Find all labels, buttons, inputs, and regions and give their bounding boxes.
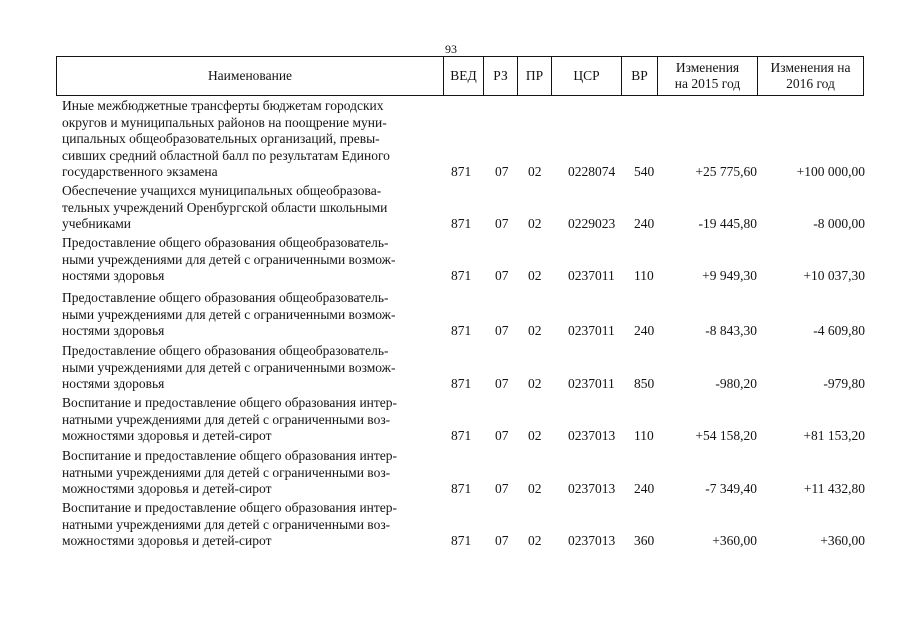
- cell-ved: 871: [451, 481, 472, 496]
- cell-csr: 0229023: [568, 216, 616, 231]
- row-name: Иные межбюджетные трансферты бюджетам городских округов и муниципальных районов на поощрение муни- ципальных общеобразовательных организаций, превы- сивших средний областной балл по результатам Единого государственного экзамена: [62, 98, 390, 179]
- cell-change-2016: -8 000,00: [813, 216, 865, 231]
- cell-csr: 0237011: [568, 376, 615, 391]
- cell-rz: 07: [495, 376, 509, 391]
- cell-ved: 871: [451, 268, 472, 283]
- header-pr: ПР: [517, 57, 551, 95]
- cell-change-2016: +10 037,30: [803, 268, 865, 283]
- cell-pr: 02: [528, 216, 542, 231]
- header-vr: ВР: [621, 57, 657, 95]
- row-name: Предоставление общего образования общеобразователь- ными учреждениями для детей с ограниченными возмож- ностями здоровья: [62, 343, 396, 391]
- cell-change-2015: +54 158,20: [695, 428, 757, 443]
- row-name: Воспитание и предоставление общего образования интер- натными учреждениями для детей с ограниченными воз- можностями здоровья и детей-сирот: [62, 448, 398, 496]
- cell-change-2015: +360,00: [712, 533, 757, 548]
- row-name: Предоставление общего образования общеобразователь- ными учреждениями для детей с ограниченными возмож- ностями здоровья: [62, 235, 396, 283]
- cell-vr: 110: [634, 268, 654, 283]
- cell-ved: 871: [451, 216, 472, 231]
- cell-pr: 02: [528, 268, 542, 283]
- cell-change-2016: +11 432,80: [803, 481, 865, 496]
- cell-vr: 360: [634, 533, 655, 548]
- cell-change-2015: -980,20: [715, 376, 757, 391]
- cell-change-2015: -8 843,30: [705, 323, 757, 338]
- cell-rz: 07: [495, 323, 509, 338]
- cell-ved: 871: [451, 533, 472, 548]
- cell-vr: 240: [634, 323, 655, 338]
- cell-vr: 540: [634, 164, 655, 179]
- cell-rz: 07: [495, 533, 509, 548]
- cell-rz: 07: [495, 164, 509, 179]
- row-name: Воспитание и предоставление общего образования интер- натными учреждениями для детей с ограниченными воз- можностями здоровья и детей-сирот: [62, 500, 398, 548]
- row-name: Воспитание и предоставление общего образования интер- натными учреждениями для детей с ограниченными воз- можностями здоровья и детей-сирот: [62, 395, 398, 443]
- row-name: Предоставление общего образования общеобразователь- ными учреждениями для детей с ограниченными возмож- ностями здоровья: [62, 290, 396, 338]
- cell-pr: 02: [528, 376, 542, 391]
- cell-change-2015: +25 775,60: [695, 164, 757, 179]
- cell-change-2015: -19 445,80: [698, 216, 757, 231]
- cell-rz: 07: [495, 428, 509, 443]
- header-rz: РЗ: [483, 57, 517, 95]
- cell-vr: 240: [634, 216, 655, 231]
- cell-csr: 0237011: [568, 268, 615, 283]
- cell-vr: 850: [634, 376, 655, 391]
- cell-change-2016: +81 153,20: [803, 428, 865, 443]
- cell-csr: 0237011: [568, 323, 615, 338]
- cell-pr: 02: [528, 323, 542, 338]
- cell-rz: 07: [495, 481, 509, 496]
- cell-pr: 02: [528, 481, 542, 496]
- cell-change-2016: +100 000,00: [796, 164, 865, 179]
- cell-pr: 02: [528, 428, 542, 443]
- cell-pr: 02: [528, 533, 542, 548]
- cell-ved: 871: [451, 323, 472, 338]
- header-change-2016: Изменения на 2016 год: [757, 57, 863, 95]
- page-number: 93: [445, 42, 457, 56]
- cell-change-2015: +9 949,30: [702, 268, 757, 283]
- cell-csr: 0237013: [568, 428, 616, 443]
- cell-change-2016: -979,80: [823, 376, 865, 391]
- cell-ved: 871: [451, 428, 472, 443]
- cell-csr: 0237013: [568, 533, 616, 548]
- cell-csr: 0228074: [568, 164, 616, 179]
- cell-vr: 240: [634, 481, 655, 496]
- cell-change-2016: -4 609,80: [813, 323, 865, 338]
- cell-rz: 07: [495, 216, 509, 231]
- cell-rz: 07: [495, 268, 509, 283]
- cell-csr: 0237013: [568, 481, 616, 496]
- cell-vr: 110: [634, 428, 654, 443]
- cell-pr: 02: [528, 164, 542, 179]
- row-name: Обеспечение учащихся муниципальных общеобразова- тельных учреждений Оренбургской области школьными учебниками: [62, 183, 388, 231]
- header-change-2015: Изменения на 2015 год: [657, 57, 757, 95]
- header-name: Наименование: [207, 68, 293, 83]
- cell-change-2016: +360,00: [820, 533, 865, 548]
- header-csr: ЦСР: [551, 57, 621, 95]
- cell-ved: 871: [451, 376, 472, 391]
- header-ved: ВЕД: [443, 57, 483, 95]
- cell-change-2015: -7 349,40: [705, 481, 757, 496]
- cell-ved: 871: [451, 164, 472, 179]
- table-header: [56, 56, 864, 96]
